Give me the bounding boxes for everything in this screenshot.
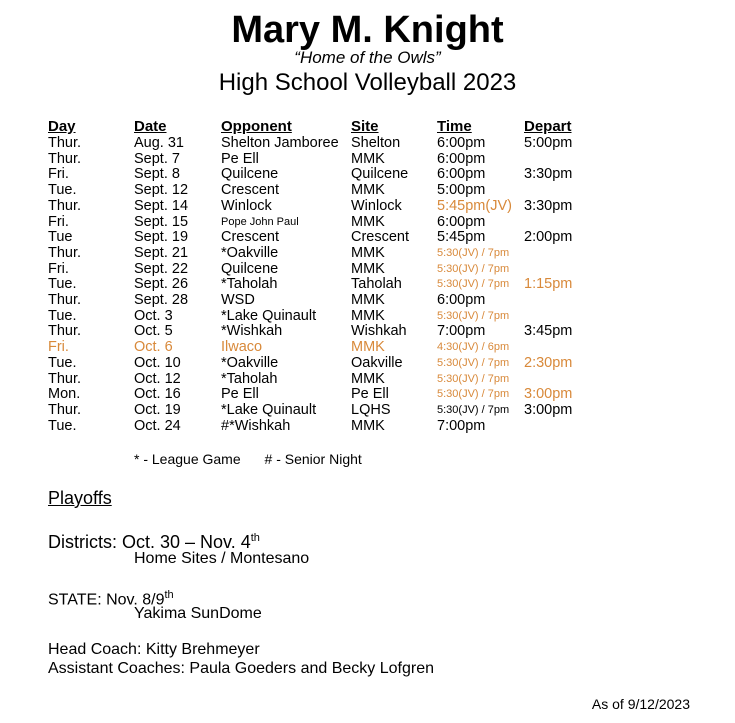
cell-time: 5:45pm — [437, 229, 486, 246]
cell-site: MMK — [351, 182, 385, 199]
cell-opponent: *Wishkah — [221, 323, 283, 340]
cell-depart: 3:00pm — [524, 401, 573, 418]
table-row — [48, 324, 594, 340]
cell-site: MMK — [351, 213, 385, 230]
cell-site: Quilcene — [351, 166, 409, 183]
cell-time: 5:30(JV) / 7pm — [437, 278, 510, 291]
cell-time: 5:30(JV) / 7pm — [437, 309, 510, 322]
table-row — [48, 183, 594, 199]
cell-date: Oct. 3 — [134, 307, 173, 324]
cell-opponent: *Taholah — [221, 276, 278, 293]
cell-opponent: *Oakville — [221, 354, 279, 371]
cell-site: Winlock — [351, 197, 402, 214]
head-coach: Head Coach: Kitty Brehmeyer — [48, 641, 260, 658]
state-suffix: th — [164, 589, 174, 601]
cell-site: Wishkah — [351, 323, 407, 340]
cell-date: Oct. 6 — [134, 339, 173, 356]
cell-day: Thur. — [48, 292, 82, 309]
cell-opponent: Crescent — [221, 229, 280, 246]
cell-time: 6:00pm — [437, 150, 486, 167]
cell-site: LQHS — [351, 401, 391, 418]
school-title: Mary M. Knight — [231, 9, 504, 51]
state-site: Yakima SunDome — [134, 605, 262, 622]
school-tagline: “Home of the Owls” — [294, 48, 441, 67]
assistant-coaches: Assistant Coaches: Paula Goeders and Becky Lofgren — [48, 660, 434, 677]
cell-opponent: *Lake Quinault — [221, 401, 317, 418]
districts-label: Districts: Oct. 30 – Nov. 4 — [48, 532, 251, 552]
cell-site: Shelton — [351, 135, 401, 151]
cell-day: Tue. — [48, 417, 77, 434]
header-day: Day — [48, 118, 76, 135]
cell-time: 5:00pm — [437, 182, 486, 199]
cell-date: Oct. 16 — [134, 386, 181, 403]
table-row — [48, 372, 594, 388]
cell-site: MMK — [351, 292, 385, 309]
cell-date: Sept. 12 — [134, 182, 189, 199]
table-row — [48, 403, 594, 419]
cell-depart — [524, 215, 594, 231]
header-time: Time — [437, 118, 472, 135]
cell-day: Thur. — [48, 197, 82, 214]
cell-date: Sept. 14 — [134, 197, 189, 214]
districts-sites: Home Sites / Montesano — [134, 550, 310, 567]
state-label: STATE: Nov. 8/9 — [48, 591, 165, 609]
schedule-body — [48, 136, 594, 434]
cell-opponent: WSD — [221, 292, 255, 309]
header-site: Site — [351, 118, 379, 135]
cell-depart: 1:15pm — [524, 276, 573, 293]
cell-depart — [524, 183, 594, 199]
cell-day: Thur. — [48, 401, 82, 418]
cell-date: Oct. 5 — [134, 323, 173, 340]
header-opponent: Opponent — [221, 118, 292, 135]
cell-depart: 5:00pm — [524, 135, 573, 151]
cell-time: 7:00pm — [437, 417, 486, 434]
cell-site: MMK — [351, 244, 385, 261]
cell-day: Thur. — [48, 244, 82, 261]
cell-date: Sept. 26 — [134, 276, 189, 293]
cell-time: 5:30(JV) / 7pm — [437, 356, 510, 369]
cell-opponent: Ilwaco — [221, 339, 263, 356]
cell-opponent: *Lake Quinault — [221, 307, 317, 324]
cell-date: Sept. 22 — [134, 260, 189, 277]
cell-day: Thur. — [48, 323, 82, 340]
cell-site: Oakville — [351, 354, 403, 371]
cell-depart — [524, 309, 594, 325]
cell-date: Sept. 8 — [134, 166, 180, 183]
cell-day: Tue — [48, 229, 73, 246]
header-depart: Depart — [524, 118, 572, 135]
cell-time: 5:45pm(JV) — [437, 197, 512, 214]
cell-day: Thur. — [48, 135, 82, 151]
cell-date: Oct. 24 — [134, 417, 181, 434]
cell-date: Oct. 12 — [134, 370, 181, 387]
cell-depart: 3:30pm — [524, 197, 573, 214]
cell-time: 5:30(JV) / 7pm — [437, 388, 510, 401]
table-row — [48, 246, 594, 262]
cell-day: Thur. — [48, 370, 82, 387]
cell-site: MMK — [351, 307, 385, 324]
cell-opponent: Pe Ell — [221, 386, 259, 403]
cell-day: Fri. — [48, 260, 69, 277]
cell-depart — [524, 246, 594, 262]
cell-day: Thur. — [48, 150, 82, 167]
table-row — [48, 152, 594, 168]
cell-opponent: Quilcene — [221, 260, 279, 277]
cell-time: 5:30(JV) / 7pm — [437, 246, 510, 259]
cell-site: Taholah — [351, 276, 402, 293]
header-date: Date — [134, 118, 167, 135]
cell-time: 6:00pm — [437, 135, 486, 151]
season-title: High School Volleyball 2023 — [218, 69, 517, 96]
as-of-date: As of 9/12/2023 — [591, 696, 690, 712]
cell-time: 6:00pm — [437, 166, 486, 183]
cell-time: 7:00pm — [437, 323, 486, 340]
cell-opponent: #*Wishkah — [221, 417, 291, 434]
table-row — [48, 309, 594, 325]
cell-date: Aug. 31 — [134, 135, 184, 151]
table-row — [48, 277, 594, 293]
cell-opponent: Crescent — [221, 182, 280, 199]
cell-depart — [524, 419, 594, 435]
cell-site: MMK — [351, 260, 385, 277]
table-row — [48, 419, 594, 435]
cell-depart: 2:30pm — [524, 354, 573, 371]
cell-site: Pe Ell — [351, 386, 389, 403]
cell-site: MMK — [351, 417, 385, 434]
cell-site: MMK — [351, 370, 385, 387]
districts-suffix: th — [250, 532, 260, 544]
cell-depart — [524, 152, 594, 168]
table-row — [48, 340, 594, 356]
cell-day: Mon. — [48, 386, 81, 403]
schedule-table — [48, 117, 594, 434]
legend-league-game: * - League Game — [134, 451, 241, 467]
cell-site: Crescent — [351, 229, 410, 246]
table-row — [48, 262, 594, 278]
cell-depart — [524, 293, 594, 309]
table-row — [48, 356, 594, 372]
cell-date: Sept. 19 — [134, 229, 189, 246]
cell-date: Sept. 15 — [134, 213, 189, 230]
table-row — [48, 199, 594, 215]
cell-site: MMK — [351, 339, 385, 356]
cell-time: 5:30(JV) / 7pm — [437, 403, 510, 416]
cell-opponent: Winlock — [221, 197, 272, 214]
cell-date: Sept. 28 — [134, 292, 189, 309]
table-row — [48, 136, 594, 152]
cell-time: 4:30(JV) / 6pm — [437, 341, 510, 354]
cell-day: Fri. — [48, 339, 69, 356]
legend-senior-night: # - Senior Night — [264, 451, 362, 467]
cell-day: Tue. — [48, 182, 77, 199]
cell-time: 6:00pm — [437, 213, 486, 230]
cell-date: Oct. 19 — [134, 401, 181, 418]
cell-depart — [524, 372, 594, 388]
cell-opponent: Pe Ell — [221, 150, 259, 167]
legend — [134, 450, 382, 468]
cell-opponent: Quilcene — [221, 166, 279, 183]
schedule-header-row — [48, 117, 594, 136]
cell-day: Tue. — [48, 276, 77, 293]
cell-time: 6:00pm — [437, 292, 486, 309]
cell-date: Sept. 21 — [134, 244, 189, 261]
cell-depart: 3:00pm — [524, 386, 573, 403]
table-row — [48, 293, 594, 309]
cell-opponent: *Taholah — [221, 370, 278, 387]
cell-opponent: Pope John Paul — [221, 215, 299, 228]
cell-depart: 3:30pm — [524, 166, 573, 183]
cell-depart: 3:45pm — [524, 323, 573, 340]
cell-date: Sept. 7 — [134, 150, 180, 167]
table-row — [48, 167, 594, 183]
cell-time: 5:30(JV) / 7pm — [437, 372, 510, 385]
cell-opponent: *Oakville — [221, 244, 279, 261]
cell-depart: 2:00pm — [524, 229, 573, 246]
cell-depart — [524, 262, 594, 278]
cell-depart — [524, 340, 594, 356]
cell-day: Tue. — [48, 307, 77, 324]
table-row — [48, 387, 594, 403]
cell-day: Fri. — [48, 213, 69, 230]
cell-site: MMK — [351, 150, 385, 167]
cell-opponent: Shelton Jamboree — [221, 135, 339, 151]
playoffs-heading: Playoffs — [48, 488, 112, 508]
table-row — [48, 215, 594, 231]
table-row — [48, 230, 594, 246]
cell-date: Oct. 10 — [134, 354, 181, 371]
cell-day: Tue. — [48, 354, 77, 371]
cell-day: Fri. — [48, 166, 69, 183]
cell-time: 5:30(JV) / 7pm — [437, 262, 510, 275]
